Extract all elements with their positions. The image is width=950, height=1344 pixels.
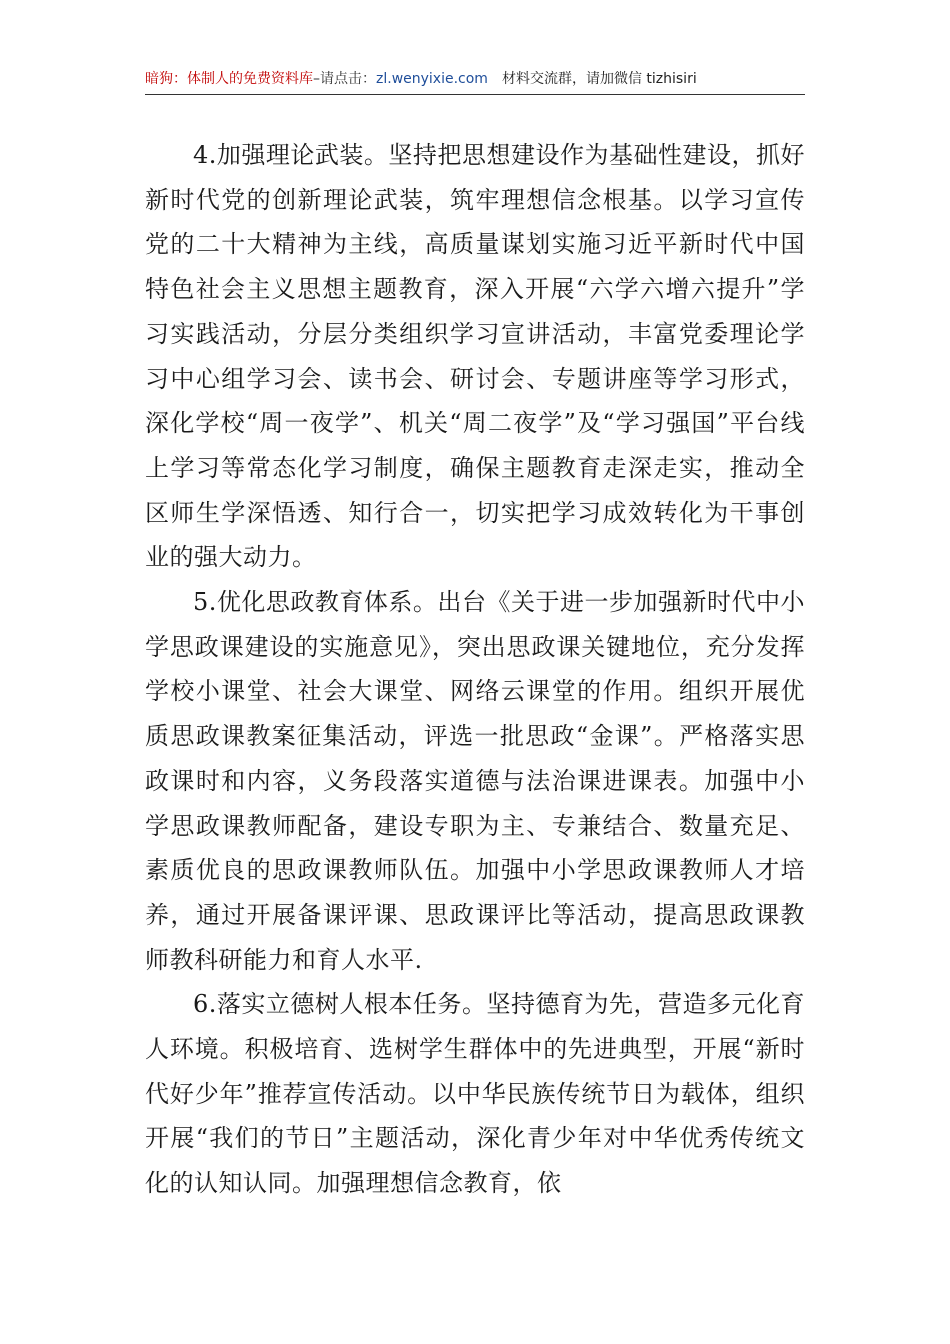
page-header (145, 68, 805, 95)
paragraph-5: 5.优化思政教育体系。出台《关于进一步加强新时代中小学思政课建设的实施意见》，突出思政课关键地位，充分发挥学校小课堂、社会大课堂、网络云课堂的作用。组织开展优质思政课教案征集活动，评选一批思政“金课”。严格落实思政课时和内容，义务段落实道德与法治课进课表。加强中小学思政课教师配备，建设专职为主、专兼结合、数量充足、素质优良的思政课教师队伍。加强中小学思政课教师人才培养，通过开展备课评课、思政课评比等活动，提高思政课教师教科研能力和育人水平. (145, 588, 805, 974)
paragraph-6: 6.落实立德树人根本任务。坚持德育为先，营造多元化育人环境。积极培育、选树学生群体中的先进典型，开展“新时代好少年”推荐宣传活动。以中华民族传统节日为载体，组织开展“我们的节日”主题活动，深化青少年对中华优秀传统文化的认知认同。加强理想信念教育，依 (145, 990, 805, 1198)
header-click-prompt: –请点击： (313, 71, 376, 87)
header-site-name: 暗狗：体制人的免费资料库 (145, 71, 313, 87)
document-body (145, 133, 805, 1206)
header-url-link[interactable]: zl.wenyixie.com (376, 71, 488, 87)
header-contact: 材料交流群，请加微信 tizhisiri (501, 71, 697, 87)
paragraph-4: 4.加强理论武装。坚持把思想建设作为基础性建设，抓好新时代党的创新理论武装，筑牢理想信念根基。以学习宣传党的二十大精神为主线，高质量谋划实施习近平新时代中国特色社会主义思想主题教育，深入开展“六学六增六提升”学习实践活动，分层分类组织学习宣讲活动，丰富党委理论学习中心组学习会、读书会、研讨会、专题讲座等学习形式，深化学校“周一夜学”、机关“周二夜学”及“学习强国”平台线上学习等常态化学习制度，确保主题教育走深走实，推动全区师生学深悟透、知行合一，切实把学习成效转化为干事创业的强大动力。 (145, 141, 805, 572)
